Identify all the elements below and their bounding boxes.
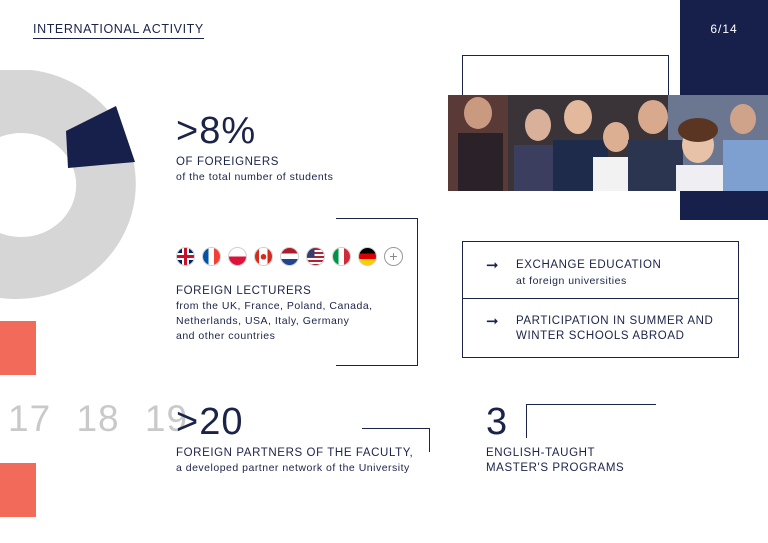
exchange-title: EXCHANGE EDUCATION <box>516 259 662 271</box>
plus-icon: + <box>384 247 403 266</box>
coral-block-bottom <box>0 463 36 517</box>
poland-flag <box>228 247 247 266</box>
schools-title-line-2: WINTER SCHOOLS ABROAD <box>516 330 685 342</box>
donut-gray-ring <box>0 70 136 299</box>
masters-value: 3 <box>486 401 509 443</box>
lecturers-title: FOREIGN LECTURERS <box>176 285 312 297</box>
canada-flag <box>254 247 273 266</box>
usa-flag <box>306 247 325 266</box>
foreigners-subtitle: of the total number of students <box>176 171 334 183</box>
masters-line-1: ENGLISH-TAUGHT <box>486 447 596 459</box>
foreigners-caption: OF FOREIGNERS <box>176 156 280 168</box>
year-18: 18 <box>76 398 120 439</box>
partners-subtitle: a developed partner network of the University <box>176 462 410 474</box>
coral-block-top <box>0 321 36 375</box>
page-number: 6/14 <box>710 22 738 36</box>
uk-flag <box>176 247 195 266</box>
foreigners-donut <box>0 70 150 300</box>
lecturers-line-1: from the UK, France, Poland, Canada, <box>176 300 373 312</box>
partners-caption: FOREIGN PARTNERS OF THE FACULTY, <box>176 447 414 459</box>
exchange-subtitle: at foreign universities <box>516 275 627 287</box>
lecturers-bracket <box>336 218 418 366</box>
year-17: 17 <box>8 398 52 439</box>
page-title: INTERNATIONAL ACTIVITY <box>33 22 204 39</box>
arrow-right-icon: ➞ <box>486 257 499 274</box>
programs-divider <box>462 298 739 299</box>
masters-line-2: MASTER'S PROGRAMS <box>486 462 625 474</box>
partners-value: >20 <box>176 401 244 443</box>
france-flag <box>202 247 221 266</box>
students-photo <box>448 95 768 191</box>
schools-title-line-1: PARTICIPATION IN SUMMER AND <box>516 315 714 327</box>
masters-bracket <box>526 404 656 438</box>
years-row <box>8 398 188 440</box>
year-19: 19 <box>144 398 189 439</box>
lecturers-line-3: and other countries <box>176 330 276 342</box>
foreigners-value: >8% <box>176 110 257 152</box>
arrow-right-icon: ➞ <box>486 313 499 330</box>
lecturers-line-2: Netherlands, USA, Italy, Germany <box>176 315 350 327</box>
partners-bracket <box>362 428 430 452</box>
netherlands-flag <box>280 247 299 266</box>
